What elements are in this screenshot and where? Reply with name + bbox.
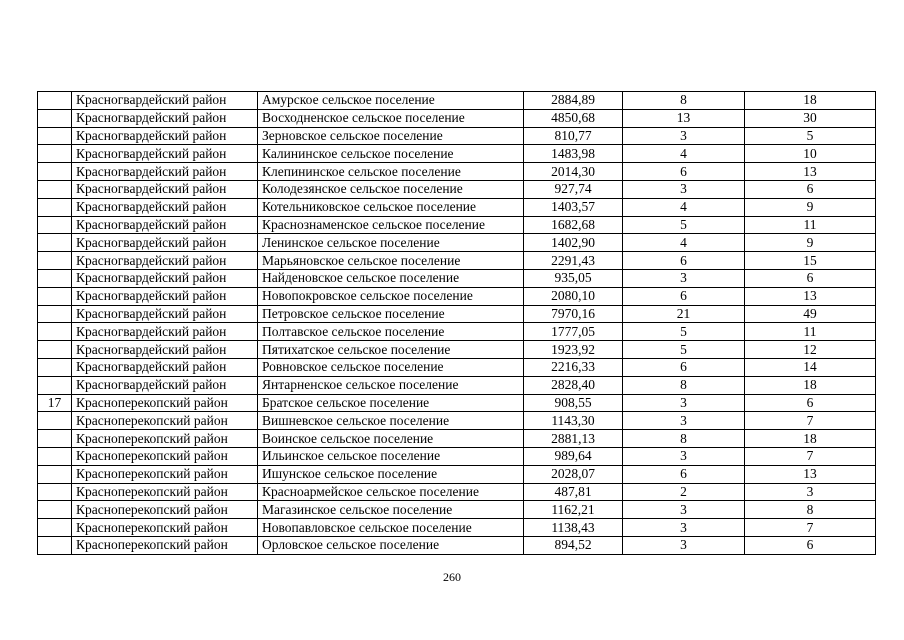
table-row	[38, 234, 876, 252]
settlement-cell: Колодезянское сельское поселение	[258, 180, 524, 198]
row-number-cell	[38, 501, 72, 519]
area-cell: 1682,68	[524, 216, 623, 234]
area-cell: 1138,43	[524, 519, 623, 537]
settlement-cell: Орловское сельское поселение	[258, 536, 524, 554]
count-b-cell: 14	[745, 358, 876, 376]
settlement-cell: Зерновское сельское поселение	[258, 127, 524, 145]
count-a-cell: 3	[623, 180, 745, 198]
count-a-cell: 5	[623, 341, 745, 359]
count-a-cell: 4	[623, 198, 745, 216]
settlement-cell: Найденовское сельское поселение	[258, 269, 524, 287]
settlement-cell: Воинское сельское поселение	[258, 430, 524, 448]
count-b-cell: 11	[745, 216, 876, 234]
row-number-cell	[38, 269, 72, 287]
district-cell: Красногвардейский район	[72, 269, 258, 287]
row-number-cell	[38, 323, 72, 341]
table-row	[38, 269, 876, 287]
count-b-cell: 13	[745, 287, 876, 305]
row-number-cell	[38, 358, 72, 376]
area-cell: 927,74	[524, 180, 623, 198]
count-a-cell: 6	[623, 252, 745, 270]
count-b-cell: 5	[745, 127, 876, 145]
settlement-cell: Братское сельское поселение	[258, 394, 524, 412]
row-number-cell	[38, 430, 72, 448]
settlement-cell: Ленинское сельское поселение	[258, 234, 524, 252]
table-row	[38, 536, 876, 554]
area-cell: 1483,98	[524, 145, 623, 163]
count-a-cell: 6	[623, 465, 745, 483]
district-cell: Красногвардейский район	[72, 252, 258, 270]
row-number-cell	[38, 127, 72, 145]
settlement-cell: Ровновское сельское поселение	[258, 358, 524, 376]
row-number-cell	[38, 145, 72, 163]
row-number-cell	[38, 465, 72, 483]
area-cell: 1403,57	[524, 198, 623, 216]
table-row	[38, 145, 876, 163]
district-cell: Красноперекопский район	[72, 501, 258, 519]
area-cell: 2028,07	[524, 465, 623, 483]
count-a-cell: 6	[623, 287, 745, 305]
area-cell: 2014,30	[524, 163, 623, 181]
settlement-cell: Вишневское сельское поселение	[258, 412, 524, 430]
district-cell: Красногвардейский район	[72, 145, 258, 163]
count-b-cell: 11	[745, 323, 876, 341]
settlement-cell: Ишунское сельское поселение	[258, 465, 524, 483]
table-row	[38, 127, 876, 145]
table-row	[38, 180, 876, 198]
count-b-cell: 6	[745, 394, 876, 412]
count-a-cell: 3	[623, 394, 745, 412]
settlement-cell: Полтавское сельское поселение	[258, 323, 524, 341]
count-a-cell: 3	[623, 269, 745, 287]
count-b-cell: 49	[745, 305, 876, 323]
count-a-cell: 4	[623, 234, 745, 252]
count-b-cell: 7	[745, 447, 876, 465]
row-number-cell	[38, 234, 72, 252]
count-b-cell: 18	[745, 376, 876, 394]
district-cell: Красноперекопский район	[72, 412, 258, 430]
row-number-cell	[38, 341, 72, 359]
count-b-cell: 13	[745, 465, 876, 483]
district-cell: Красноперекопский район	[72, 536, 258, 554]
district-cell: Красноперекопский район	[72, 519, 258, 537]
table-row	[38, 323, 876, 341]
count-b-cell: 9	[745, 234, 876, 252]
area-cell: 2216,33	[524, 358, 623, 376]
area-cell: 2884,89	[524, 92, 623, 110]
count-b-cell: 18	[745, 92, 876, 110]
table-row	[38, 501, 876, 519]
settlement-cell: Новопавловское сельское поселение	[258, 519, 524, 537]
row-number-cell	[38, 483, 72, 501]
count-b-cell: 6	[745, 536, 876, 554]
count-a-cell: 3	[623, 501, 745, 519]
count-b-cell: 8	[745, 501, 876, 519]
district-cell: Красногвардейский район	[72, 341, 258, 359]
count-b-cell: 3	[745, 483, 876, 501]
table-row	[38, 198, 876, 216]
count-a-cell: 4	[623, 145, 745, 163]
settlement-cell: Пятихатское сельское поселение	[258, 341, 524, 359]
row-number-cell	[38, 109, 72, 127]
count-a-cell: 8	[623, 92, 745, 110]
settlement-cell: Восходненское сельское поселение	[258, 109, 524, 127]
area-cell: 1402,90	[524, 234, 623, 252]
table-row	[38, 412, 876, 430]
row-number-cell	[38, 252, 72, 270]
settlement-cell: Марьяновское сельское поселение	[258, 252, 524, 270]
row-number-cell	[38, 519, 72, 537]
district-cell: Красногвардейский район	[72, 198, 258, 216]
count-a-cell: 8	[623, 376, 745, 394]
count-b-cell: 30	[745, 109, 876, 127]
district-cell: Красногвардейский район	[72, 323, 258, 341]
count-a-cell: 3	[623, 447, 745, 465]
settlement-cell: Новопокровское сельское поселение	[258, 287, 524, 305]
district-cell: Красногвардейский район	[72, 358, 258, 376]
count-a-cell: 5	[623, 216, 745, 234]
district-cell: Красногвардейский район	[72, 287, 258, 305]
count-a-cell: 5	[623, 323, 745, 341]
table-row	[38, 305, 876, 323]
count-b-cell: 13	[745, 163, 876, 181]
settlement-cell: Клепининское сельское поселение	[258, 163, 524, 181]
table-body	[38, 92, 876, 555]
table-row	[38, 109, 876, 127]
row-number-cell	[38, 412, 72, 430]
area-cell: 894,52	[524, 536, 623, 554]
count-b-cell: 18	[745, 430, 876, 448]
area-cell: 1162,21	[524, 501, 623, 519]
area-cell: 2881,13	[524, 430, 623, 448]
district-cell: Красногвардейский район	[72, 109, 258, 127]
district-cell: Красногвардейский район	[72, 376, 258, 394]
table-row	[38, 447, 876, 465]
row-number-cell: 17	[38, 394, 72, 412]
district-cell: Красноперекопский район	[72, 447, 258, 465]
row-number-cell	[38, 198, 72, 216]
table-row	[38, 465, 876, 483]
area-cell: 487,81	[524, 483, 623, 501]
table-row	[38, 252, 876, 270]
district-cell: Красногвардейский район	[72, 163, 258, 181]
table-row	[38, 163, 876, 181]
table-row	[38, 394, 876, 412]
count-a-cell: 8	[623, 430, 745, 448]
settlement-cell: Калининское сельское поселение	[258, 145, 524, 163]
count-b-cell: 7	[745, 519, 876, 537]
count-a-cell: 2	[623, 483, 745, 501]
area-cell: 2080,10	[524, 287, 623, 305]
row-number-cell	[38, 92, 72, 110]
area-cell: 908,55	[524, 394, 623, 412]
count-a-cell: 3	[623, 412, 745, 430]
settlement-cell: Петровское сельское поселение	[258, 305, 524, 323]
row-number-cell	[38, 376, 72, 394]
area-cell: 2828,40	[524, 376, 623, 394]
district-cell: Красноперекопский район	[72, 430, 258, 448]
settlement-cell: Красноармейское сельское поселение	[258, 483, 524, 501]
count-b-cell: 10	[745, 145, 876, 163]
district-cell: Красноперекопский район	[72, 465, 258, 483]
row-number-cell	[38, 536, 72, 554]
count-b-cell: 12	[745, 341, 876, 359]
row-number-cell	[38, 180, 72, 198]
count-b-cell: 15	[745, 252, 876, 270]
count-a-cell: 6	[623, 358, 745, 376]
area-cell: 7970,16	[524, 305, 623, 323]
row-number-cell	[38, 305, 72, 323]
count-b-cell: 9	[745, 198, 876, 216]
count-a-cell: 3	[623, 519, 745, 537]
table-row	[38, 376, 876, 394]
count-a-cell: 3	[623, 536, 745, 554]
table-row	[38, 216, 876, 234]
district-cell: Красногвардейский район	[72, 92, 258, 110]
count-b-cell: 6	[745, 269, 876, 287]
count-b-cell: 7	[745, 412, 876, 430]
district-cell: Красноперекопский район	[72, 483, 258, 501]
area-cell: 4850,68	[524, 109, 623, 127]
row-number-cell	[38, 216, 72, 234]
count-a-cell: 6	[623, 163, 745, 181]
count-a-cell: 3	[623, 127, 745, 145]
settlement-cell: Амурское сельское поселение	[258, 92, 524, 110]
table-row	[38, 92, 876, 110]
settlement-cell: Магазинское сельское поселение	[258, 501, 524, 519]
area-cell: 810,77	[524, 127, 623, 145]
table-row	[38, 287, 876, 305]
settlement-cell: Ильинское сельское поселение	[258, 447, 524, 465]
district-cell: Красноперекопский район	[72, 394, 258, 412]
area-cell: 1143,30	[524, 412, 623, 430]
table-row	[38, 483, 876, 501]
page-number: 260	[443, 570, 461, 584]
settlement-cell: Котельниковское сельское поселение	[258, 198, 524, 216]
settlements-table	[37, 91, 876, 555]
count-b-cell: 6	[745, 180, 876, 198]
area-cell: 1777,05	[524, 323, 623, 341]
district-cell: Красногвардейский район	[72, 180, 258, 198]
area-cell: 935,05	[524, 269, 623, 287]
table-row	[38, 519, 876, 537]
row-number-cell	[38, 163, 72, 181]
count-a-cell: 13	[623, 109, 745, 127]
district-cell: Красногвардейский район	[72, 305, 258, 323]
district-cell: Красногвардейский район	[72, 127, 258, 145]
district-cell: Красногвардейский район	[72, 234, 258, 252]
area-cell: 989,64	[524, 447, 623, 465]
table-row	[38, 358, 876, 376]
district-cell: Красногвардейский район	[72, 216, 258, 234]
row-number-cell	[38, 447, 72, 465]
area-cell: 1923,92	[524, 341, 623, 359]
area-cell: 2291,43	[524, 252, 623, 270]
table-row	[38, 430, 876, 448]
settlement-cell: Краснознаменское сельское поселение	[258, 216, 524, 234]
table-row	[38, 341, 876, 359]
settlement-cell: Янтарненское сельское поселение	[258, 376, 524, 394]
row-number-cell	[38, 287, 72, 305]
count-a-cell: 21	[623, 305, 745, 323]
